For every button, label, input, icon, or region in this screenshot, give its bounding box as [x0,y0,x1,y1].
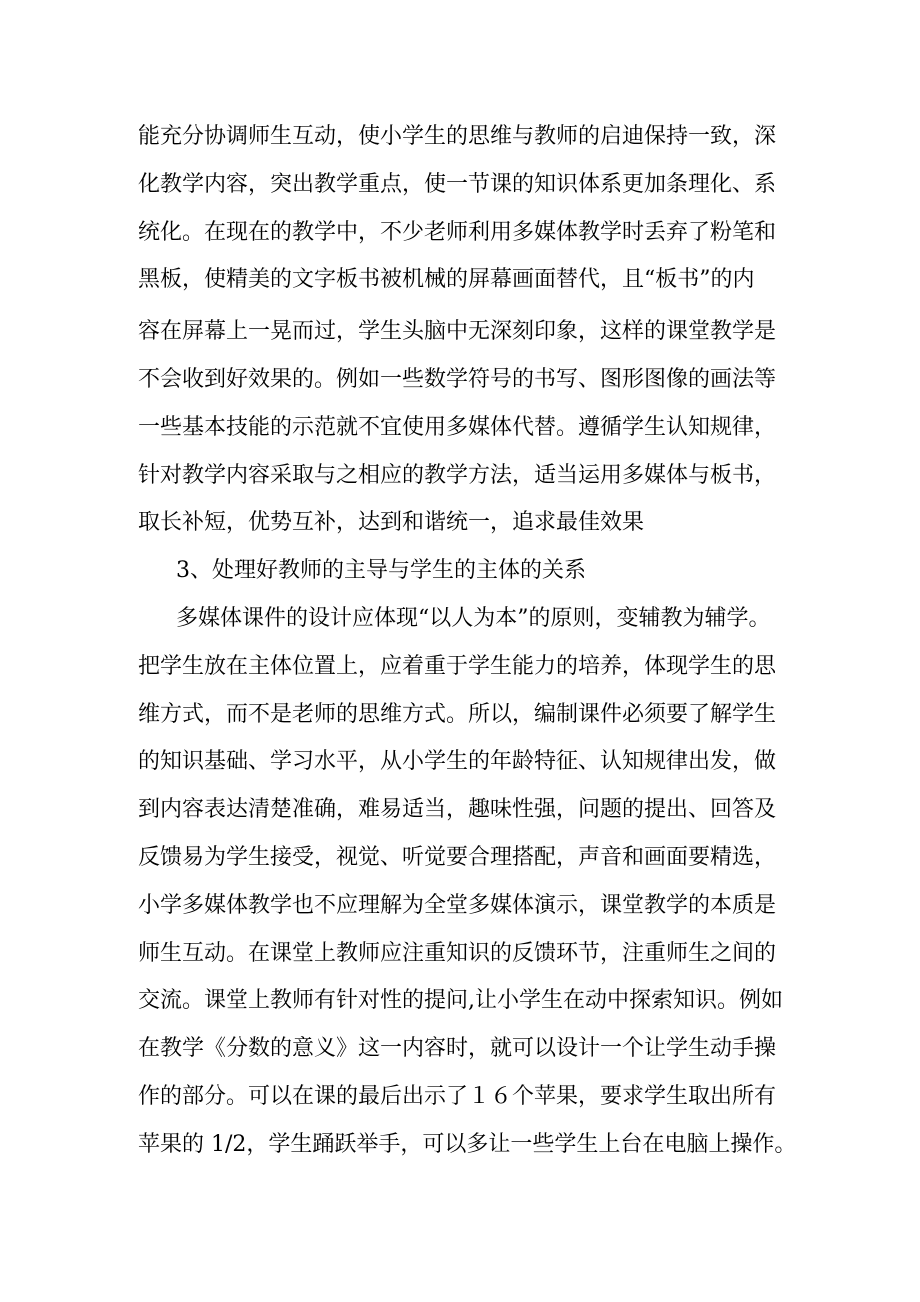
paragraph-line: 不会收到好效果的。例如一些数学符号的书写、图形图像的画法等 [138,367,777,392]
paragraph-line: 容在屏幕上一晃而过，学生头脑中无深刻印象，这样的课堂教学是 [138,319,777,344]
paragraph-line: 的知识基础、学习水平，从小学生的年龄特征、认知规律出发，做 [138,749,777,774]
paragraph-line: 统化。在现在的教学中，不少老师利用多媒体教学时丢弃了粉笔和 [138,220,777,245]
paragraph-line: 能充分协调师生互动，使小学生的思维与教师的启迪保持一致，深 [138,124,777,149]
paragraph-line: 交流。课堂上教师有针对性的提问,让小学生在动中探索知识。例如 [138,988,783,1013]
section-heading: 3、处理好教师的主导与学生的主体的关系 [176,558,586,583]
paragraph-line: 反馈易为学生接受，视觉、听觉要合理搭配，声音和画面要精选， [138,845,777,870]
paragraph-line: 师生互动。在课堂上教师应注重知识的反馈环节，注重师生之间的 [138,941,777,966]
paragraph-line: 维方式，而不是老师的思维方式。所以，编制课件必须要了解学生 [138,702,777,727]
paragraph-line: 黑板，使精美的文字板书被机械的屏幕画面替代，且“板书”的内 [138,267,755,292]
paragraph-line: 作的部分。可以在课的最后出示了１６个苹果，要求学生取出所有 [138,1084,777,1109]
paragraph-line: 小学多媒体教学也不应理解为全堂多媒体演示，课堂教学的本质是 [138,893,777,918]
paragraph-line: 针对教学内容采取与之相应的教学方法，适当运用多媒体与板书， [138,463,777,488]
paragraph-line: 把学生放在主体位置上，应着重于学生能力的培养，体现学生的思 [138,654,777,679]
paragraph-line: 到内容表达清楚准确，难易适当，趣味性强，问题的提出、回答及 [138,797,777,822]
paragraph-line: 化教学内容，突出教学重点，使一节课的知识体系更加条理化、系 [138,172,777,197]
paragraph-line: 一些基本技能的示范就不宜使用多媒体代替。遵循学生认知规律， [138,415,777,440]
paragraph-line: 取长补短，优势互补，达到和谐统一，追求最佳效果 [138,510,645,535]
paragraph-line: 在教学《分数的意义》这一内容时，就可以设计一个让学生动手操 [138,1036,777,1061]
paragraph-line: 多媒体课件的设计应体现“以人为本”的原则，变辅教为辅学。 [176,606,771,631]
paragraph-line: 苹果的 1/2，学生踊跃举手，可以多让一些学生上台在电脑上操作。 [138,1132,797,1157]
